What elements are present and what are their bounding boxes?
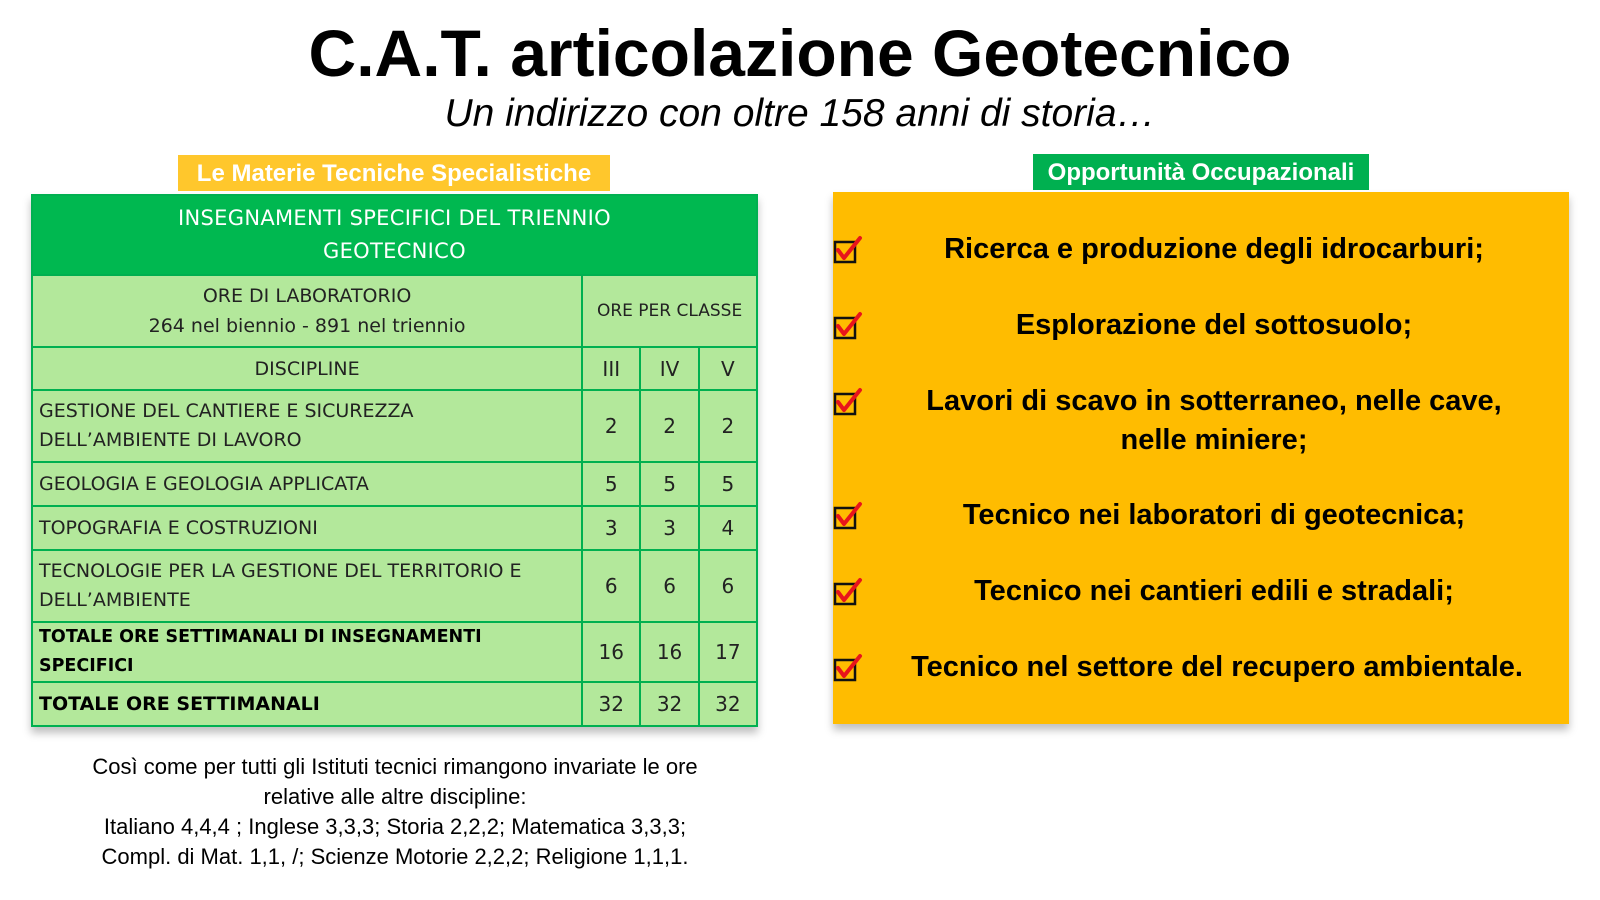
opportunity-text-line: Ricerca e produzione degli idrocarburi; bbox=[944, 233, 1484, 265]
total-cell: 16 bbox=[640, 622, 698, 682]
opportunity-text bbox=[877, 496, 1551, 535]
table-row bbox=[32, 390, 757, 462]
discipline-name: GEOLOGIA E GEOLOGIA APPLICATA bbox=[32, 462, 582, 506]
total-cell: 32 bbox=[640, 682, 698, 726]
total-row bbox=[32, 682, 757, 726]
table-row bbox=[32, 462, 757, 506]
page-subtitle: Un indirizzo con oltre 158 anni di storia… bbox=[444, 92, 1156, 135]
hours-cell: 2 bbox=[582, 390, 640, 462]
discipline-name-line2: DELL’AMBIENTE DI LAVORO bbox=[39, 429, 302, 451]
checkbox-checked-icon bbox=[833, 387, 863, 417]
opportunity-text-line: Tecnico nel settore del recupero ambientale. bbox=[911, 651, 1523, 683]
hours-cell: 3 bbox=[582, 506, 640, 550]
table-header bbox=[32, 195, 757, 275]
opportunity-text bbox=[877, 382, 1551, 460]
checkbox-checked-icon bbox=[833, 653, 863, 683]
discipline-name: TOPOGRAFIA E COSTRUZIONI bbox=[32, 506, 582, 550]
table-row bbox=[32, 506, 757, 550]
subjects-table bbox=[31, 194, 758, 727]
lab-hours-detail: 264 nel biennio - 891 nel triennio bbox=[148, 315, 466, 337]
table-row bbox=[32, 550, 757, 622]
hours-cell: 5 bbox=[699, 462, 757, 506]
discipline-name bbox=[32, 390, 582, 462]
hours-cell: 4 bbox=[699, 506, 757, 550]
opportunity-text-line: Lavori di scavo in sotterraneo, nelle cave, bbox=[926, 385, 1502, 417]
hours-cell: 2 bbox=[640, 390, 698, 462]
discipline-name-line2: DELL’AMBIENTE bbox=[39, 589, 191, 611]
year-header-v: V bbox=[699, 347, 757, 390]
total-cell: 32 bbox=[582, 682, 640, 726]
discipline-name bbox=[32, 550, 582, 622]
total-specific-label: TOTALE ORE SETTIMANALI DI INSEGNAMENTI SPECIFICI bbox=[32, 622, 582, 682]
job-opportunities-tag: Opportunità Occupazionali bbox=[1033, 154, 1369, 190]
hours-cell: 6 bbox=[582, 550, 640, 622]
opportunity-text-line: nelle miniere; bbox=[1120, 424, 1308, 456]
opportunity-text bbox=[877, 230, 1551, 269]
year-header-iii: III bbox=[582, 347, 640, 390]
hours-cell: 6 bbox=[640, 550, 698, 622]
hours-cell: 3 bbox=[640, 506, 698, 550]
opportunity-text bbox=[869, 648, 1565, 687]
opportunity-text bbox=[877, 572, 1551, 611]
hours-per-class-header: ORE PER CLASSE bbox=[582, 275, 757, 347]
discipline-name-line1: GESTIONE DEL CANTIERE E SICUREZZA bbox=[39, 400, 414, 422]
opportunity-text-line: Tecnico nei laboratori di geotecnica; bbox=[962, 499, 1466, 531]
technical-subjects-tag: Le Materie Tecniche Specialistiche bbox=[178, 155, 610, 191]
opportunity-text-line: Esplorazione del sottosuolo; bbox=[1015, 309, 1413, 341]
lab-hours-title: ORE DI LABORATORIO bbox=[202, 285, 412, 307]
subjects-table-container bbox=[31, 194, 758, 727]
checkbox-checked-icon bbox=[833, 311, 863, 341]
total-row bbox=[32, 622, 757, 682]
opportunity-text bbox=[877, 306, 1551, 345]
note-line: Così come per tutti gli Istituti tecnici rimangono invariate le ore bbox=[92, 754, 698, 779]
page-title: C.A.T. articolazione Geotecnico bbox=[308, 16, 1292, 90]
total-weekly-label: TOTALE ORE SETTIMANALI bbox=[32, 682, 582, 726]
hours-cell: 2 bbox=[699, 390, 757, 462]
checkbox-checked-icon bbox=[833, 235, 863, 265]
table-header-line2: GEOTECNICO bbox=[323, 239, 466, 263]
disciplines-header: DISCIPLINE bbox=[32, 347, 582, 390]
other-subjects-note bbox=[30, 752, 760, 872]
note-line: relative alle altre discipline: bbox=[263, 784, 527, 809]
opportunity-text-line: Tecnico nei cantieri edili e stradali; bbox=[974, 575, 1454, 607]
hours-cell: 5 bbox=[640, 462, 698, 506]
note-line: Italiano 4,4,4 ; Inglese 3,3,3; Storia 2,2,2; Matematica 3,3,3; bbox=[103, 814, 687, 839]
year-header-iv: IV bbox=[640, 347, 698, 390]
hours-cell: 5 bbox=[582, 462, 640, 506]
discipline-name-line1: TECNOLOGIE PER LA GESTIONE DEL TERRITORIO E bbox=[39, 560, 522, 582]
opportunities-box bbox=[833, 192, 1569, 724]
hours-cell: 6 bbox=[699, 550, 757, 622]
lab-hours-cell bbox=[32, 275, 582, 347]
total-cell: 17 bbox=[699, 622, 757, 682]
total-cell: 32 bbox=[699, 682, 757, 726]
table-header-line1: INSEGNAMENTI SPECIFICI DEL TRIENNIO bbox=[178, 206, 611, 230]
checkbox-checked-icon bbox=[833, 501, 863, 531]
checkbox-checked-icon bbox=[833, 577, 863, 607]
note-line: Compl. di Mat. 1,1, /; Scienze Motorie 2,2,2; Religione 1,1,1. bbox=[101, 844, 689, 869]
total-cell: 16 bbox=[582, 622, 640, 682]
